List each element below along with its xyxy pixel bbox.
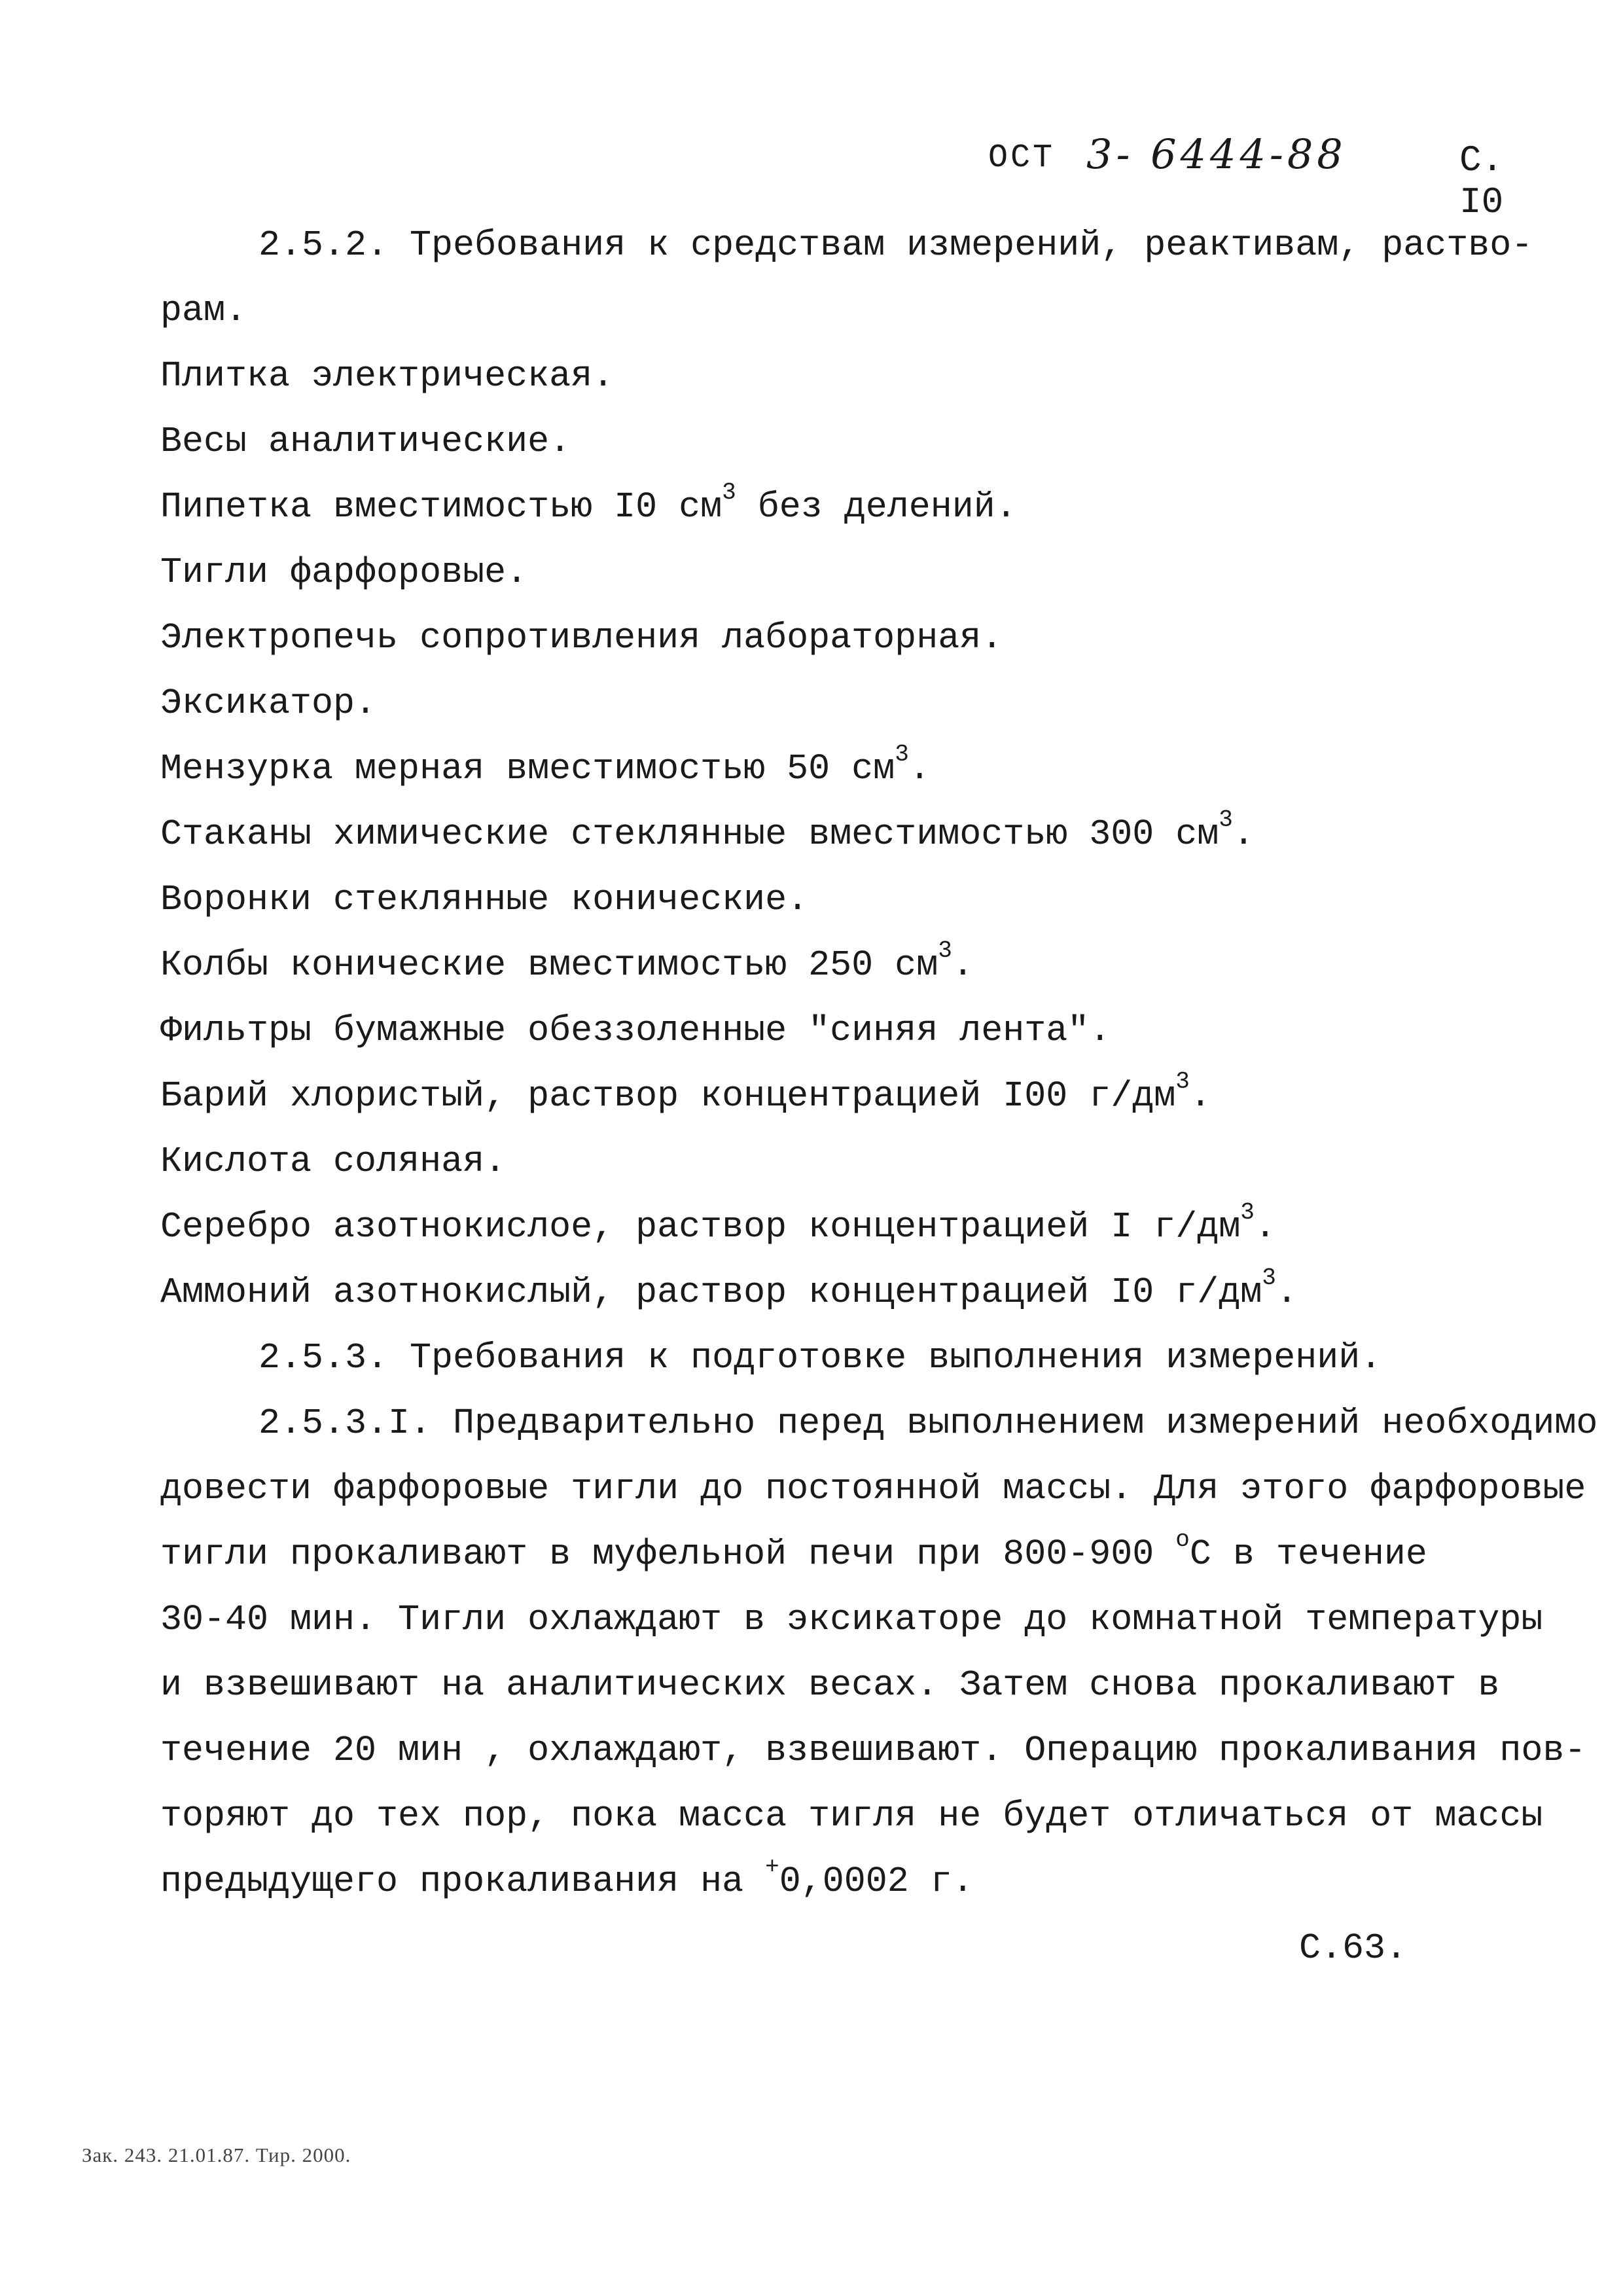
text-line (160, 1718, 1586, 1784)
line-text: довести фарфоровые тигли до постоянной массы. Для этого фарфоровые (160, 1468, 1586, 1509)
line-text-after: С в течение (1189, 1534, 1427, 1575)
line-text: Стаканы химические стеклянные вместимостью 300 см (160, 814, 1219, 855)
superscript: + (765, 1853, 779, 1880)
line-text: Кислота соляная. (160, 1141, 507, 1182)
text-line (160, 213, 1533, 278)
line-text: Тигли фарфоровые. (160, 552, 528, 593)
superscript: 3 (1219, 806, 1233, 833)
line-text: Весы аналитические. (160, 421, 571, 462)
line-text-after: . (1275, 1272, 1298, 1313)
text-line (160, 409, 1522, 475)
line-text: Воронки стеклянные конические. (160, 879, 809, 920)
superscript: 3 (938, 937, 952, 964)
text-line (160, 1325, 1522, 1391)
text-line (160, 1653, 1522, 1718)
line-text-after: 0,0002 г. (779, 1861, 974, 1902)
text-line (160, 933, 1522, 998)
line-text-after: . (908, 748, 931, 789)
line-text: и взвешивают на аналитических весах. Затем снова прокаливают в (160, 1664, 1500, 1706)
text-line (160, 475, 1522, 540)
line-text: тигли прокаливают в муфельной печи при 800-900 (160, 1534, 1176, 1575)
page-number: С. I0 (1459, 139, 1504, 223)
text-line (160, 1784, 1543, 1849)
continuation-marker: С.63. (1299, 1928, 1408, 1969)
line-text: 2.5.3.I. Предварительно перед выполнением измерений необходимо (259, 1403, 1598, 1444)
line-text: Фильтры бумажные обеззоленные "синяя лента". (160, 1010, 1111, 1051)
text-line (160, 867, 1522, 933)
text-line (160, 1194, 1522, 1260)
text-line (160, 1129, 1522, 1194)
line-text: Плитка электрическая. (160, 355, 615, 397)
standard-number-handwritten: 3- 6444-88 (1086, 130, 1347, 178)
line-text: 2.5.3. Требования к подготовке выполнения измерений. (259, 1337, 1382, 1378)
line-text: течение 20 мин , охлаждают, взвешивают. Операцию прокаливания пов- (160, 1730, 1586, 1771)
text-line (160, 278, 1522, 344)
printer-note: Зак. 243. 21.01.87. Тир. 2000. (82, 2144, 351, 2166)
line-text: Электропечь сопротивления лабораторная. (160, 617, 1003, 658)
text-line (160, 998, 1522, 1064)
text-line (160, 1587, 1543, 1653)
text-line (160, 1522, 1522, 1587)
superscript: 3 (895, 740, 909, 768)
line-text: Аммоний азотнокислый, раствор концентрацией I0 г/дм (160, 1272, 1262, 1313)
line-text: 2.5.2. Требования к средствам измерений, реактивам, раство- (259, 224, 1533, 266)
line-text: Барий хлористый, раствор концентрацией I00 г/дм (160, 1075, 1176, 1117)
line-text: Пипетка вместимостью I0 см (160, 486, 722, 528)
line-text: Колбы конические вместимостью 250 см (160, 944, 938, 986)
text-line (160, 344, 1522, 409)
line-text: рам. (160, 290, 247, 331)
line-text: предыдущего прокаливания на (160, 1861, 766, 1902)
line-text: Мензурка мерная вместимостью 50 см (160, 748, 895, 789)
text-line (160, 1391, 1598, 1456)
text-line (160, 1064, 1522, 1129)
superscript: 3 (722, 478, 736, 506)
text-line (160, 736, 1522, 802)
text-line (160, 802, 1522, 867)
text-line (160, 671, 1522, 736)
text-line (160, 1260, 1522, 1325)
line-text-after: . (1254, 1206, 1276, 1247)
superscript: 3 (1240, 1198, 1255, 1226)
superscript: 3 (1262, 1264, 1276, 1291)
body-text (160, 213, 1598, 1914)
line-text-after: . (1189, 1075, 1211, 1117)
text-line (160, 1456, 1586, 1522)
line-text-after: без делений. (736, 486, 1017, 528)
text-line (160, 605, 1522, 671)
superscript: 3 (1175, 1067, 1190, 1095)
line-text: Эксикатор. (160, 683, 377, 724)
line-text-after: . (1232, 814, 1255, 855)
superscript: о (1175, 1526, 1190, 1553)
line-text: Серебро азотнокислое, раствор концентрацией I г/дм (160, 1206, 1241, 1247)
text-line (160, 1849, 1522, 1914)
line-text: торяют до тех пор, пока масса тигля не будет отличаться от массы (160, 1795, 1543, 1837)
text-line (160, 540, 1522, 605)
line-text: 30-40 мин. Тигли охлаждают в эксикаторе до комнатной температуры (160, 1599, 1543, 1640)
standard-prefix: ОСТ (988, 139, 1056, 177)
page-header (988, 128, 1544, 223)
line-text-after: . (952, 944, 974, 986)
